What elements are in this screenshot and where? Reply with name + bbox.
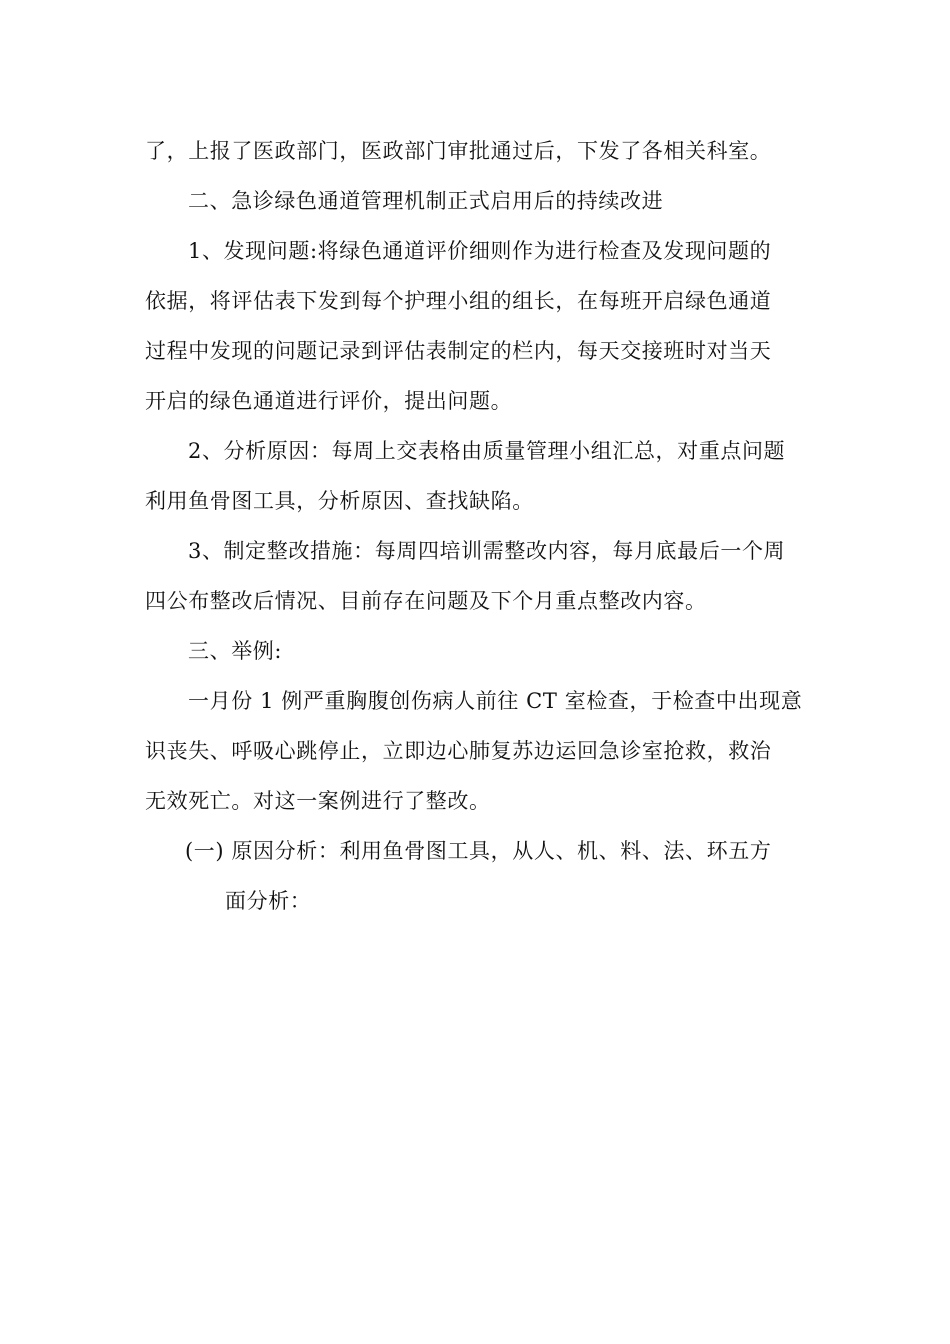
paragraph-line: 3、制定整改措施：每周四培训需整改内容，每月底最后一个周 [188,539,786,563]
paragraph-line: 识丧失、呼吸心跳停止，立即边心肺复苏边运回急诊室抢救，救治 [145,739,772,763]
paragraph-line: 四公布整改后情况、目前存在问题及下个月重点整改内容。 [145,589,707,613]
paragraph-line: 过程中发现的问题记录到评估表制定的栏内，每天交接班时对当天 [145,339,772,363]
paragraph-line: 一月份 1 例严重胸腹创伤病人前往 CT 室检查，于检查中出现意 [188,689,803,713]
paragraph-line: 依据，将评估表下发到每个护理小组的组长，在每班开启绿色通道 [145,289,772,313]
section-heading: 三、举例: [188,639,283,663]
paragraph-line: 了，上报了医政部门，医政部门审批通过后，下发了各相关科室。 [145,139,772,163]
subsection-heading: (一) 原因分析：利用鱼骨图工具，从人、机、料、法、环五方 [185,839,772,863]
paragraph-line: 利用鱼骨图工具，分析原因、查找缺陷。 [145,489,534,513]
paragraph-line: 开启的绿色通道进行评价，提出问题。 [145,389,513,413]
paragraph-line: 2、分析原因：每周上交表格由质量管理小组汇总，对重点问题 [188,439,786,463]
paragraph-line: 面分析： [225,889,312,913]
section-heading: 二、急诊绿色通道管理机制正式启用后的持续改进 [188,189,664,213]
paragraph-line: 1、发现问题:将绿色通道评价细则作为进行检查及发现问题的 [188,239,772,263]
paragraph-line: 无效死亡。对这一案例进行了整改。 [145,789,491,813]
